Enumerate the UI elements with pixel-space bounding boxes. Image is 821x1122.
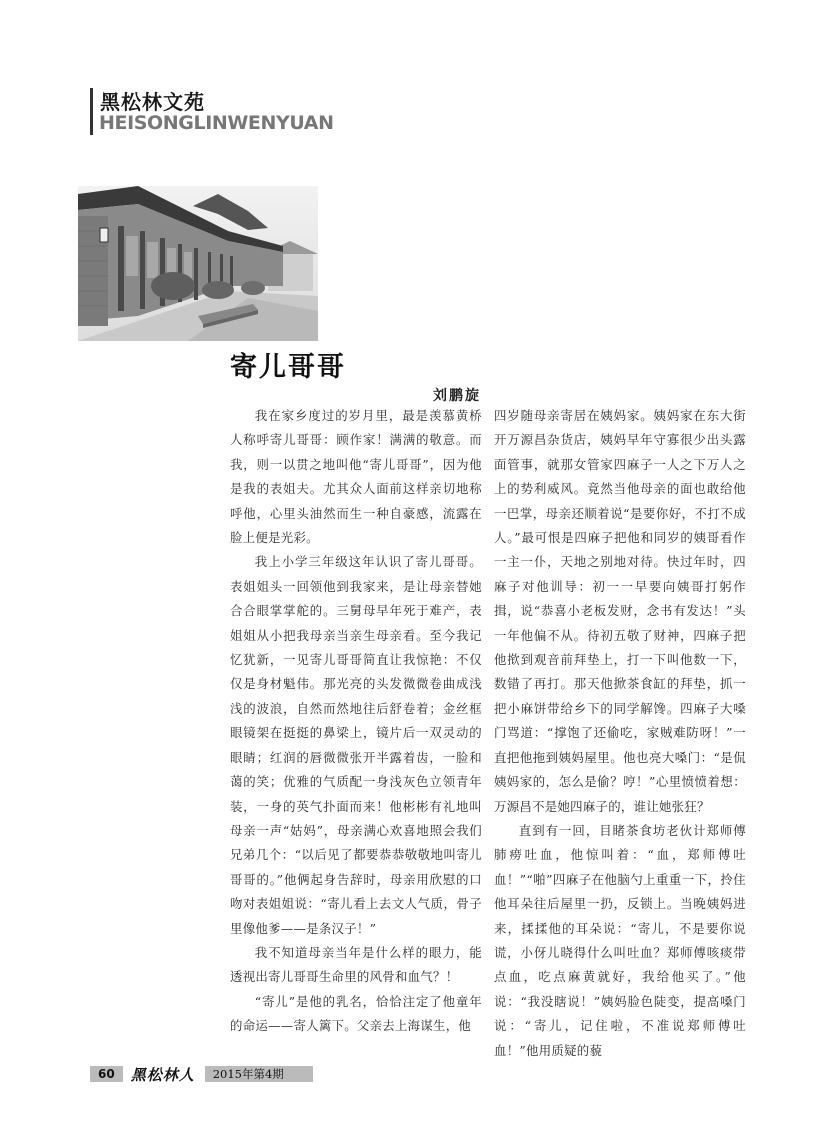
page-number: 60 bbox=[90, 1066, 123, 1082]
paragraph: 我上小学三年级这年认识了寄儿哥哥。表姐姐头一回领他到我家来，是让母亲替她合合眼掌掌舵的。三舅母早年死于难产，表姐姐从小把我母亲当亲生母亲看。至今我记忆犹新，一见寄儿哥哥简直让我惊艳：不仅仅是身材魁伟。那光亮的头发微微卷曲成浅浅的波浪，自然而然地往后舒卷着；金丝框眼镜架在挺挺的鼻梁上，镜片后一双灵动的眼睛；红润的唇微微张开半露着齿，一脸和蔼的笑；优雅的气质配一身浅灰色立领青年装，一身的英气扑面而来！他彬彬有礼地叫母亲一声“姑妈”，母亲满心欢喜地照会我们兄弟几个：“以后见了都要恭恭敬敬地叫寄儿哥哥的。”他俩起身告辞时，母亲用欣慰的口吻对表姐姐说：“寄儿看上去文人气质，骨子里像他爹——是条汉子！” bbox=[230, 554, 482, 936]
text-column-right bbox=[494, 404, 746, 1063]
paragraph: 四岁随母亲寄居在姨妈家。姨妈家在东大街开万源昌杂货店，姨妈早年守寡很少出头露面管事，就那女管家四麻子一人之下万人之上的势利威风。竟然当他母亲的面也敢给他一巴掌，母亲还顺着说“是要你好，不打不成人。”最可恨是四麻子把他和同岁的姨哥看作一主一仆，天地之别地对待。快过年时，四麻子对他训导：初一一早要向姨哥打躬作揖，说“恭喜小老板发财，念书有发达！”头一年他偏不从。待初五敬了财神，四麻子把他揿到观音前拜垫上，打一下叫他数一下，数错了再打。那天他掀茶食缸的拜垫，抓一把小麻饼带给乡下的同学解馋。四麻子大嗓门骂道：“撑饱了还偷吃，家贼难防呀！”一直把他拖到姨妈屋里。他也亮大嗓门：“是侃姨妈家的，怎么是偷？哼！”心里愤愤着想：万源昌不是她四麻子的，谁让她张狂？ bbox=[494, 408, 746, 814]
article-title: 寄儿哥哥 bbox=[230, 352, 346, 383]
section-title-pinyin: HEISONGLINWENYUAN bbox=[99, 112, 334, 134]
section-accent-bar bbox=[90, 88, 93, 135]
article-author: 刘鹏旋 bbox=[433, 388, 481, 404]
issue-label: 2015年第4期 bbox=[205, 1066, 313, 1082]
magazine-logo: 黑松林人 bbox=[130, 1065, 195, 1084]
paragraph: 我在家乡度过的岁月里，最是羡慕黄桥人称呼寄儿哥哥：顾作家！满满的敬意。而我，则一以贯之地叫他“寄儿哥哥”，因为他是我的表姐夫。尤其众人面前这样亲切地称呼他，心里头油然而生一种自豪感，流露在脸上便是光彩。 bbox=[230, 408, 482, 546]
paragraph: 我不知道母亲当年是什么样的眼力，能透视出寄儿哥哥生命里的风骨和血气？！ bbox=[230, 944, 482, 985]
paragraph: “寄儿”是他的乳名，恰恰注定了他童年的命运——寄人篱下。父亲去上海谋生，他 bbox=[230, 993, 482, 1034]
page-footer bbox=[90, 1066, 313, 1082]
article-photo bbox=[78, 186, 318, 341]
paragraph: 直到有一回，目睹茶食坊老伙计郑师傅肺痨吐血，他惊叫着：“血，郑师傅吐血！”“啪”四麻子在他脑勺上重重一下，拎住他耳朵往后屋里一扔，反锁上。当晚姨妈进来，揉揉他的耳朵说：“寄儿，不是要你说谎，小伢儿晓得什么叫吐血？郑师傅咳痰带点血，吃点麻黄就好，我给他买了。”他说：“我没瞎说！”姨妈脸色陡变，提高嗓门说：“寄儿，记住啦，不准说郑师傅吐血！”他用质疑的藐 bbox=[494, 822, 746, 1058]
text-column-left bbox=[230, 404, 482, 1039]
section-title: 黑松林文苑 bbox=[100, 90, 205, 114]
